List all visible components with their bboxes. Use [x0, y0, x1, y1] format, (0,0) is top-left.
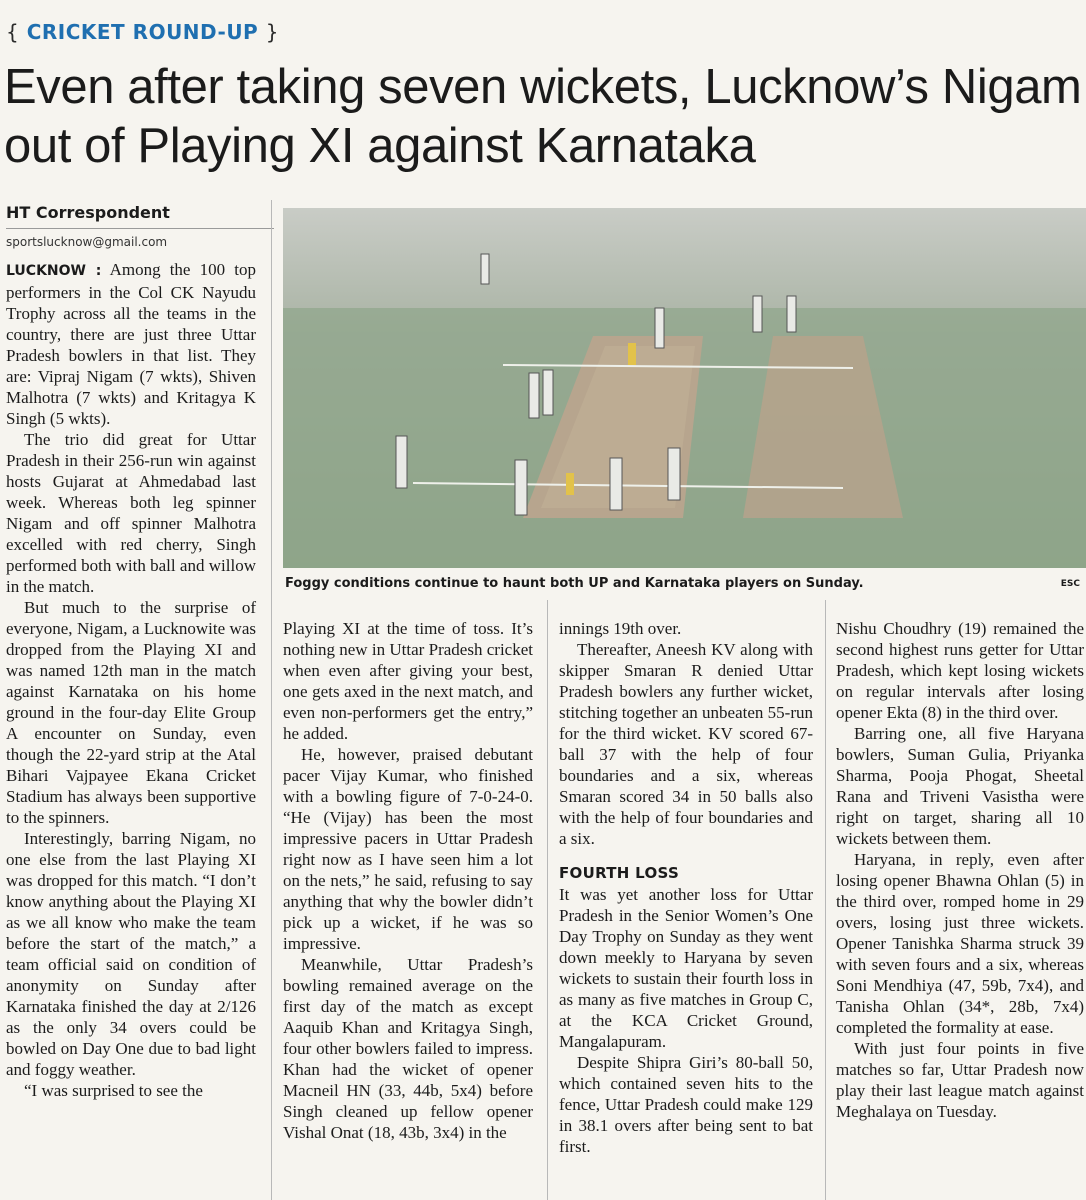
photo-caption: Foggy conditions continue to haunt both UP and Karnataka players on Sunday. — [285, 576, 864, 591]
column-divider — [825, 600, 826, 1200]
paragraph: Despite Shipra Giri’s 80-ball 50, which contained seven hits to the fence, Uttar Pradesh could make 129 in 38.1 overs after being sent to bat first. — [559, 1053, 813, 1156]
paragraph: Playing XI at the time of toss. It’s nothing new in Uttar Pradesh cricket when even after giving your best, one gets axed in the next match, and even non-performers get the entry,” he added. — [283, 619, 533, 743]
paragraph: “I was surprised to see the — [24, 1081, 203, 1100]
kicker-close-brace: } — [265, 20, 279, 44]
byline: HT Correspondent — [6, 203, 170, 222]
paragraph: Nishu Choudhry (19) remained the second highest runs getter for Uttar Pradesh, which kept losing wickets on regular intervals after losing opener Ekta (8) in the third over. — [836, 619, 1084, 722]
paragraph: With just four points in five matches so far, Uttar Pradesh now play their last league match against Meghalaya on Tuesday. — [836, 1039, 1084, 1121]
dateline: LUCKNOW : — [6, 263, 102, 279]
article-column-4 — [836, 618, 1084, 1122]
match-photo — [283, 208, 1086, 568]
article-column-3 — [559, 618, 813, 1157]
paragraph: Barring one, all five Haryana bowlers, Suman Gulia, Priyanka Sharma, Pooja Phogat, Sheetal Rana and Triveni Vasistha were right on target, sharing all 10 wickets between them. — [836, 724, 1084, 848]
author-email: sportslucknow@gmail.com — [6, 235, 168, 249]
paragraph: But much to the surprise of everyone, Nigam, a Lucknowite was dropped from the Playing XI and was named 12th man in the match against Karnataka on his home ground in the four-day Elite Group A encounter on Sunday, even though the 22-yard strip at the Atal Bihari Vajpayee Ekana Cricket Stadium has always been supportive to the spinners. — [6, 598, 256, 827]
subheading: FOURTH LOSS — [559, 864, 680, 882]
photo-credit: ESC — [1060, 579, 1080, 589]
headline: Even after taking seven wickets, Lucknow’s Nigam out of Playing XI against Karnataka — [4, 60, 1082, 173]
paragraph — [6, 259, 256, 429]
paragraph: It was yet another loss for Uttar Pradesh in the Senior Women’s One Day Trophy on Sunday as they went down meekly to Haryana by seven wickets to sustain their fourth loss in as many as five matches in Group C, at the KCA Cricket Ground, Mangalapuram. — [559, 885, 813, 1051]
column-divider — [547, 600, 548, 1200]
article-column-2 — [283, 618, 533, 1143]
paragraph: He, however, praised debutant pacer Vijay Kumar, who finished with a bowling figure of 7-0-24-0. “He (Vijay) has been the most impressive pacers in Uttar Pradesh right now as I have seen him a lot on the nets,” he said, refusing to say anything that why the bowler didn’t pick up a wicket, if he was so impressive. — [283, 745, 533, 953]
paragraph: Haryana, in reply, even after losing opener Bhawna Ohlan (5) in the third over, romped home in 29 overs, losing just three wickets. Opener Tanishka Sharma struck 39 with seven fours and a six, whereas Soni Mendhiya (47, 59b, 7x4), and Tanisha Ohlan (34*, 28b, 7x4) completed the formality at ease. — [836, 850, 1084, 1037]
paragraph: The trio did great for Uttar Pradesh in their 256-run win against hosts Gujarat at Ahmedabad last week. Whereas both leg spinner Nigam and off spinner Malhotra excelled with red cherry, Singh performed both with ball and willow in the match. — [6, 430, 256, 596]
kicker-label: CRICKET ROUND-UP — [26, 20, 259, 44]
paragraph: Meanwhile, Uttar Pradesh’s bowling remained average on the first day of the match as except Aaquib Khan and Kritagya Singh, four other bowlers failed to impress. Khan had the wicket of opener Macneil HN (33, 44b, 5x4) before Singh cleaned up fellow opener Vishal Onat (18, 43b, 3x4) in the — [283, 955, 533, 1142]
section-kicker — [6, 20, 279, 44]
paragraph-text: Among the 100 top performers in the Col CK Nayudu Trophy across all the teams in the country, there are just three Uttar Pradesh bowlers in that list. They are: Vipraj Nigam (7 wkts), Shiven Malhotra (7 wkts) and Kritagya K Singh (5 wkts). — [6, 260, 256, 428]
paragraph: innings 19th over. — [559, 619, 682, 638]
kicker-open-brace: { — [6, 20, 20, 44]
byline-divider — [6, 228, 274, 229]
article-column-1 — [6, 259, 256, 1101]
column-divider — [271, 200, 272, 1200]
paragraph: Thereafter, Aneesh KV along with skipper Smaran R denied Uttar Pradesh bowlers any further wicket, stitching together an unbeaten 55-run for the third wicket. KV scored 67-ball 37 with the help of four boundaries and a six, whereas Smaran scored 34 in 50 balls also with the help of four boundaries and a six. — [559, 640, 813, 848]
paragraph: Interestingly, barring Nigam, no one else from the last Playing XI was dropped for this match. “I don’t know anything about the Playing XI as we all know who make the team before the start of the match,” a team official said on condition of anonymity on Sunday after Karnataka finished the day at 2/126 as the only 34 overs could be bowled on Day One due to bad light and foggy weather. — [6, 829, 256, 1079]
